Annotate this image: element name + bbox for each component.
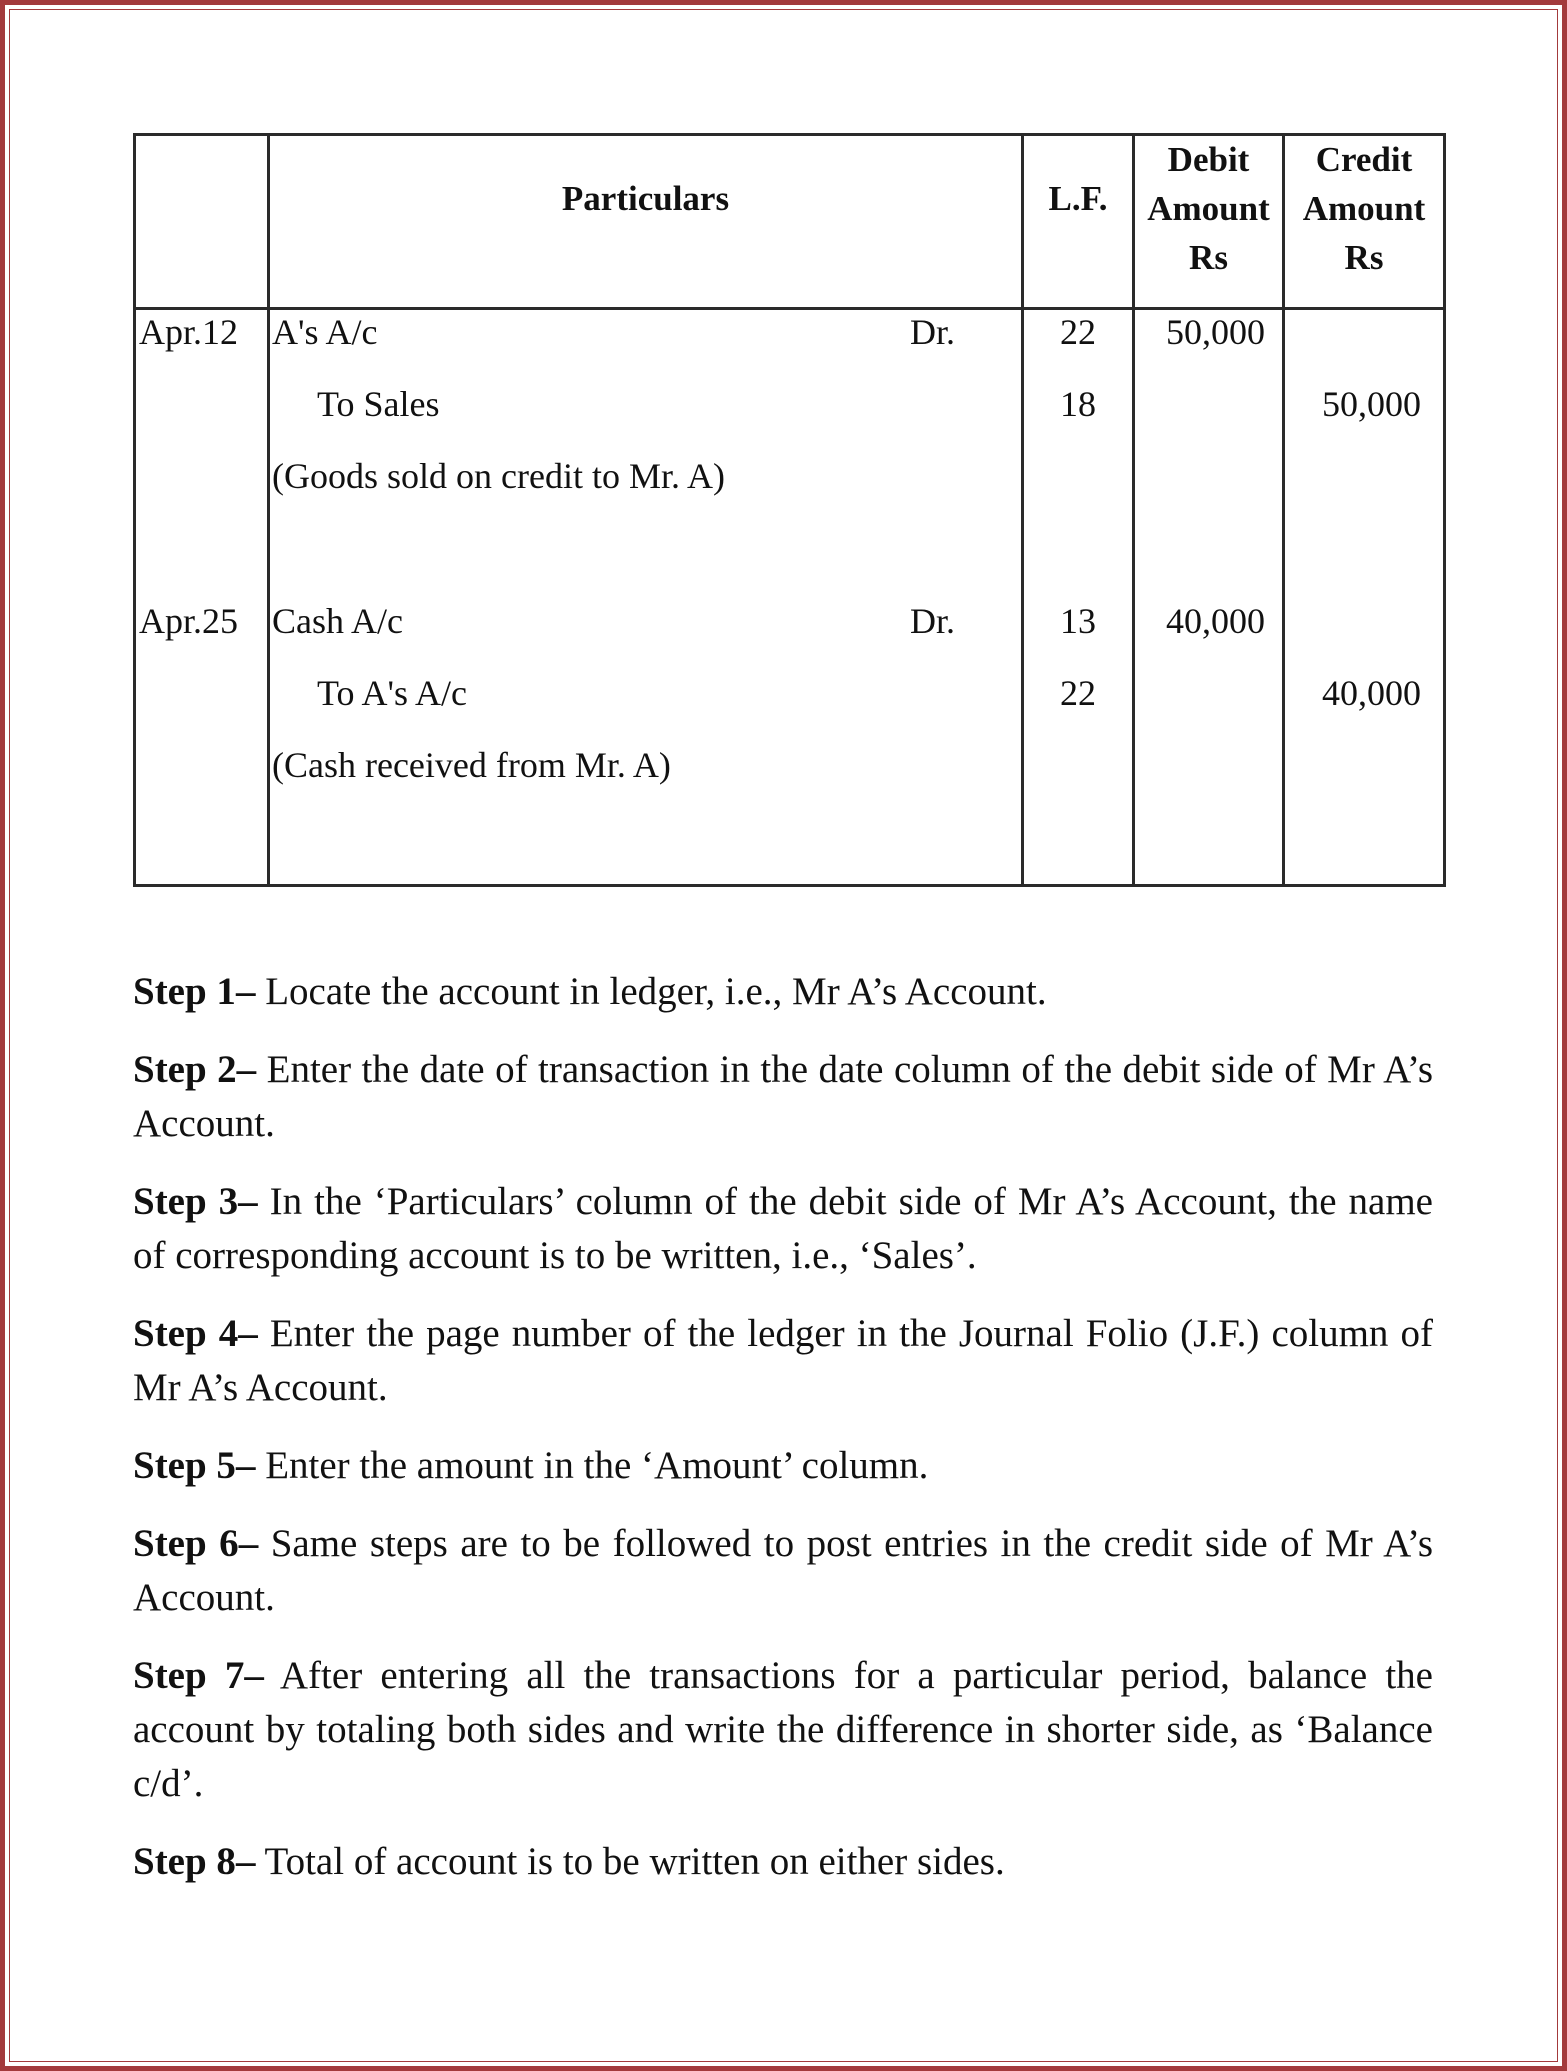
entry-debit-account: A's A/c: [272, 312, 378, 352]
entry-credit-account: To A's A/c: [317, 673, 467, 713]
header-debit-line1: Debit: [1167, 140, 1250, 179]
steps-list: [133, 965, 1433, 1913]
step-text: In the ‘Particulars’ column of the debit side of Mr A’s Account, the name of corresponding account is to be written, i.e., ‘Sales’.: [133, 1180, 1433, 1277]
step-text: Same steps are to be followed to post entries in the credit side of Mr A’s Account.: [133, 1522, 1434, 1619]
step-label: Step 5–: [133, 1444, 256, 1487]
entry-credit-amount: 50,000: [1322, 384, 1421, 424]
entry-dr: Dr.: [910, 312, 955, 352]
step-label: Step 8–: [133, 1840, 256, 1883]
entry-credit-lf: 18: [1060, 384, 1096, 424]
header-debit-line3: Rs: [1189, 238, 1228, 277]
entry-credit-lf: 22: [1060, 673, 1096, 713]
step-label: Step 1–: [133, 970, 256, 1013]
entry-dr: Dr.: [910, 601, 955, 641]
step-item: [133, 1043, 1433, 1151]
column-divider-date: [267, 136, 270, 884]
entry-narration: (Cash received from Mr. A): [272, 745, 671, 785]
step-label: Step 3–: [133, 1180, 258, 1223]
step-label: Step 6–: [133, 1522, 259, 1565]
header-debit-line2: Amount: [1147, 189, 1270, 228]
step-item: [133, 1307, 1433, 1415]
entry-date: Apr.12: [139, 312, 238, 352]
entry-debit-account: Cash A/c: [272, 601, 403, 641]
journal-table: [133, 133, 1446, 887]
step-text: Total of account is to be written on either sides.: [264, 1840, 1005, 1883]
entry-debit-lf: 22: [1060, 312, 1096, 352]
entry-debit-amount: 40,000: [1166, 601, 1265, 641]
step-item: [133, 1439, 1433, 1493]
entry-debit-amount: 50,000: [1166, 312, 1265, 352]
entry-credit-account: To Sales: [317, 384, 440, 424]
header-credit-line1: Credit: [1315, 140, 1413, 179]
header-particulars: Particulars: [561, 179, 730, 218]
step-label: Step 7–: [133, 1654, 264, 1697]
step-text: Locate the account in ledger, i.e., Mr A’s Account.: [265, 970, 1047, 1013]
header-lf: L.F.: [1048, 179, 1108, 218]
header-credit-amount: [1285, 135, 1443, 282]
step-text: Enter the date of transaction in the date column of the debit side of Mr A’s Account.: [133, 1048, 1433, 1145]
step-text: After entering all the transactions for a particular period, balance the account by totaling both sides and write the difference in shorter side, as ‘Balance c/d’.: [133, 1654, 1433, 1805]
entry-narration: (Goods sold on credit to Mr. A): [272, 456, 725, 496]
step-item: [133, 1649, 1433, 1811]
step-item: [133, 1175, 1433, 1283]
header-credit-line3: Rs: [1344, 238, 1384, 277]
step-text: Enter the page number of the ledger in the Journal Folio (J.F.) column of Mr A’s Account.: [133, 1312, 1433, 1409]
entry-date: Apr.25: [139, 601, 238, 641]
header-debit-amount: [1135, 135, 1282, 282]
step-item: [133, 1517, 1433, 1625]
entry-credit-amount: 40,000: [1322, 673, 1421, 713]
step-item: [133, 1835, 1433, 1889]
entry-debit-lf: 13: [1060, 601, 1096, 641]
step-label: Step 2–: [133, 1048, 257, 1091]
step-text: Enter the amount in the ‘Amount’ column.: [265, 1444, 929, 1487]
header-credit-line2: Amount: [1302, 189, 1426, 228]
step-label: Step 4–: [133, 1312, 258, 1355]
column-divider-particulars: [1021, 136, 1024, 884]
step-item: [133, 965, 1433, 1019]
